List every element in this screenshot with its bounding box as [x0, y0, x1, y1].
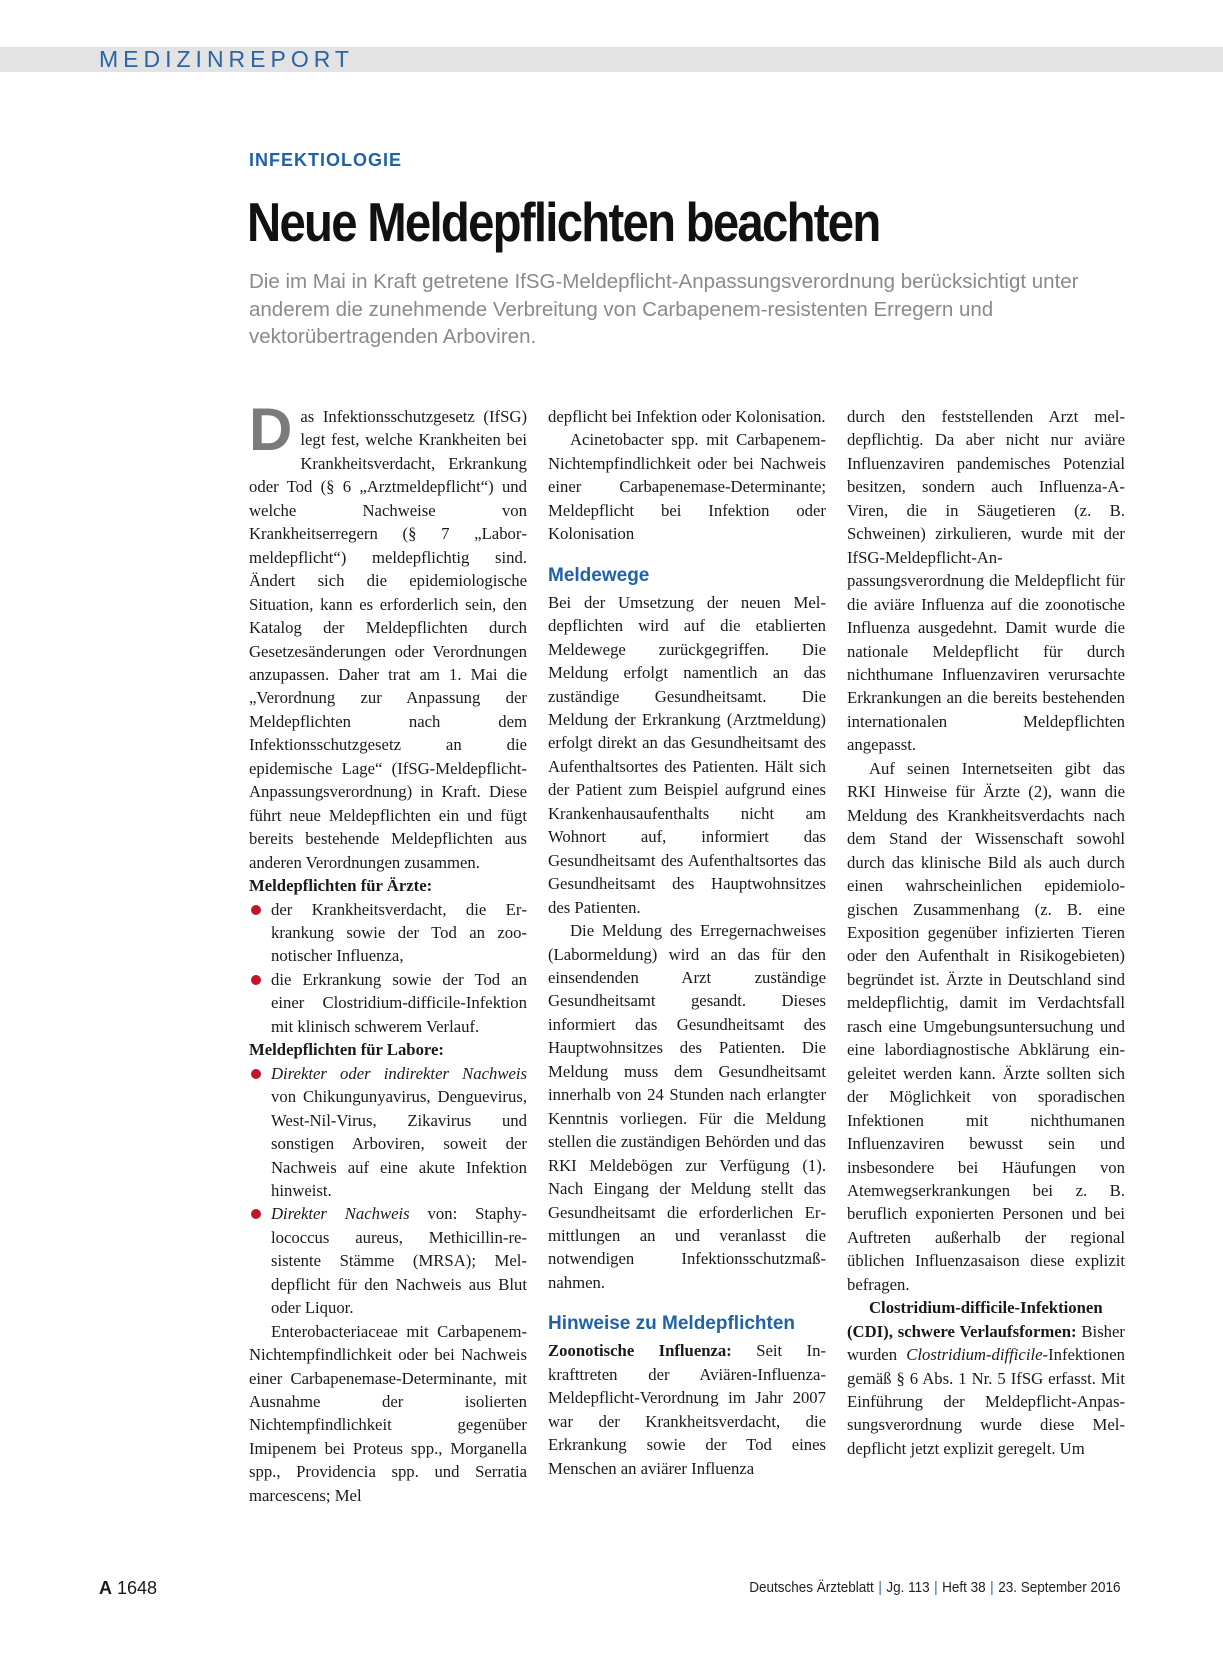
journal-info [750, 1579, 1121, 1596]
bullet-icon [251, 1209, 261, 1219]
list-item [249, 1062, 527, 1203]
journal-name: Deutsches Ärzteblatt [749, 1579, 875, 1596]
entero-paragraph: Enterobacteriaceae mit Carbapenem-Nichtempfindlichkeit oder bei Nachweis einer Carbapenemase-Determinante, mit Ausnahme der isolierten Nichtempfindlichkeit gegenüber Imipenem bei Proteus spp., Morganella spp., Providencia spp. und Serratia marcescens; Mel [249, 1321, 527, 1505]
bullet-icon [251, 1069, 261, 1079]
aerzte-list [249, 898, 527, 1039]
list-item-text: von Chikungunyavirus, Denguevirus, West-Nil-Virus, Zikavirus und sonstigen Arboviren, soweit der Nachweis auf eine akute Infektion hinweist. [271, 1087, 527, 1200]
drop-cap: D [249, 396, 293, 463]
cdi-italic: Clostridium-difficile [906, 1345, 1043, 1365]
separator: | [990, 1579, 995, 1596]
page-number: 1648 [117, 1578, 158, 1598]
meldewege-paragraph-2: Die Meldung des Erregernachweises (Labormeldung) wird an das für den einsendenden Arzt zuständige Gesundheitsamt gesandt. Dieses informiert das Gesundheitsamt des Hauptwohnsitzes des Patienten. Die Meldung muss dem Gesundheitsamt innerhalb von 24 Stunden nach erlangter Kenntnis vorliegen. Für die Meldung stellen die zuständigen Behörden und das RKI Meldebögen zur Verfügung (1). Nach Eingang der Meldung stellt das Gesundheitsamt die erforderlichen Ermittlungen an und veranlasst die notwendigen Infektionsschutzmaßnahmen. [548, 921, 826, 1292]
list-item [249, 968, 527, 1038]
hinweise-bold: Zoonotische Influenza: [548, 1341, 732, 1361]
section-label: MEDIZINREPORT [99, 46, 354, 72]
journal-volume: Jg. 113 [886, 1579, 931, 1596]
list-item-italic: Direkter Nachweis [271, 1204, 410, 1224]
col3-paragraph-2: Auf seinen Internetseiten gibt das RKI Hinweise für Ärzte (2), wann die Meldung des Krankheitsverdachts nach dem Stand der Wissenschaft sowohl durch das klinische Bild als auch durch einen wahrscheinlichen epidemiologischen Zusammenhang (z. B. eine Exposition gegenüber infizierten Tieren oder den Aufenthalt in Risikogebieten) begründet ist. Ärzte in Deutschland sind meldepflichtig, damit im Verdachtsfall rasch eine Umgebungsuntersuchung und eine labordiagnostische Abklärung eingeleitet werden kann. Ärzte sollten sich der Möglichkeit von sporadischen Infektionen mit nichthumanen Influenzaviren bewusst sein und insbesondere bei Häufungen von Atemwegserkrankungen bei z. B. beruflich exponierten Personen und bei Auftreten außerhalb der regional üblichen Influenzasaison diese explizit befragen. [847, 758, 1125, 1294]
column-3 [847, 405, 1125, 1460]
article-title: Neue Meldepflichten beachten [247, 191, 880, 253]
meldewege-heading: Meldewege [548, 564, 650, 586]
journal-issue: Heft 38 [942, 1579, 987, 1596]
column-1 [249, 396, 527, 1507]
hinweise-text: Seit Inkrafttreten der Aviären-Influenza-Meldepflicht-Verordnung im Jahr 2007 war der Krankheitsverdacht, die Erkrankung sowie der Tod eines Menschen an aviärer Influenza [548, 1341, 826, 1478]
aerzte-heading: Meldepflichten für Ärzte: [249, 876, 433, 896]
intro-text: as Infektionsschutzgesetz (IfSG) legt fest, welche Krankheiten bei Krankheitsverdacht, Erkrankung oder Tod (§ 6 „Arztmeldepflicht“) und welche Nachweise von Krankheitserregern (§ 7 „Labormeldepflicht“) meldepflichtig sind. Ändert sich die epidemiologische Situation, kann es erforderlich sein, den Katalog der Meldepflichten durch Gesetzesänderungen oder Verordnungen anzupassen. Daher trat am 1. Mai die „Verordnung zur Anpassung der Meldepflichten nach dem Infektionsschutzgesetz an die epidemische Lage“ (IfSG-Meldepflicht-Anpassungsverordnung) in Kraft. Diese führt neue Meldepflichten ein und fügt bereits bestehende Meldepflichten aus anderen Verordnungen zusammen. [249, 407, 527, 872]
separator: | [934, 1579, 939, 1596]
bullet-icon [251, 975, 261, 985]
acineto-paragraph: Acinetobacter spp. mit Carbapenem-Nichtempfindlichkeit oder bei Nachweis einer Carbapenemase-Determinante; Meldepflicht bei Infektion oder Kolonisation [548, 430, 826, 544]
list-item [249, 898, 527, 968]
labore-list [249, 1062, 527, 1320]
list-item-text: der Krankheitsverdacht, die Erkrankung sowie der Tod an zoonotischer Influenza, [271, 899, 527, 966]
bullet-icon [251, 905, 261, 915]
col3-paragraph-1: durch den feststellenden Arzt meldepflichtig. Da aber nicht nur aviäre Influenzaviren pandemisches Potenzial besitzen, sondern auch Influenza-A-Viren, die in Säugetieren (z. B. Schweinen) zirkulieren, wurde mit der IfSG-Meldepflicht-Anpassungsverordnung die Meldepflicht für die aviäre Influenza auf die zoonotische Influenza ausgedehnt. Damit wurde die nationale Meldepflicht für durch nichthumane Influenzaviren verursachte Erkrankungen an die bereits bestehenden internationalen Meldepflichten angepasst. [847, 407, 1125, 755]
cdi-paragraph [847, 1296, 1125, 1460]
hinweise-paragraph [548, 1339, 826, 1480]
list-item [249, 1202, 527, 1319]
list-item-text: von: Staphylococcus aureus, Methicillin-resistente Stämme (MRSA); Meldepflicht für den Nachweis aus Blut oder Liquor. [271, 1204, 527, 1318]
cdi-text-b: -Infektionen gemäß § 6 Abs. 1 Nr. 5 IfSG erfasst. Mit Einführung der Meldepflicht-Anpassungsverordnung wurde diese Meldepflicht jetzt explizit geregelt. Um [847, 1345, 1125, 1458]
column-2 [548, 405, 826, 1480]
journal-date: 23. September 2016 [998, 1579, 1121, 1596]
cdi-text-a: Bisher wurden [847, 1321, 1125, 1365]
article-kicker: INFEKTIOLOGIE [249, 150, 403, 170]
article-lead: Die im Mai in Kraft getretene IfSG-Meldepflicht-Anpassungsverordnung berücksichtigt unter anderem die zunehmende Verbreitung von Carbapenem-resistenten Erregern und vektorübertragenden Arboviren. [249, 270, 1079, 348]
list-item-italic: Direkter oder indirekter Nachweis [271, 1063, 527, 1083]
meldewege-paragraph-1: Bei der Umsetzung der neuen Meldepflichten wird auf die etablierten Meldewege zurückgegriffen. Die Meldung erfolgt namentlich an das zuständige Gesundheitsamt. Die Meldung der Erkrankung (Arztmeldung) erfolgt direkt an das Gesundheitsamt des Aufenthaltsortes des Patienten. Hält sich der Patient zum Beispiel aufgrund eines Krankenhausaufenthalts nicht am Wohnort auf, informiert das Gesundheitsamt des Aufenthaltsortes das Gesundheitsamt des Hauptwohnsitzes des Patienten. [548, 592, 826, 917]
hinweise-heading: Hinweise zu Meldepflichten [548, 1313, 796, 1335]
separator: | [878, 1579, 883, 1596]
cdi-bold: Clostridium-difficile-Infektionen (CDI), schwere Verlaufsformen: [847, 1298, 1103, 1341]
page-letter: A [99, 1578, 112, 1598]
list-item-text: die Erkrankung sowie der Tod an einer Clostridium-difficile-Infektion mit klinisch schwerem Verlauf. [271, 969, 527, 1036]
labore-heading: Meldepflichten für Labore: [249, 1040, 444, 1060]
intro-paragraph [249, 396, 527, 874]
continued-paragraph: depflicht bei Infektion oder Kolonisation. [548, 407, 826, 426]
